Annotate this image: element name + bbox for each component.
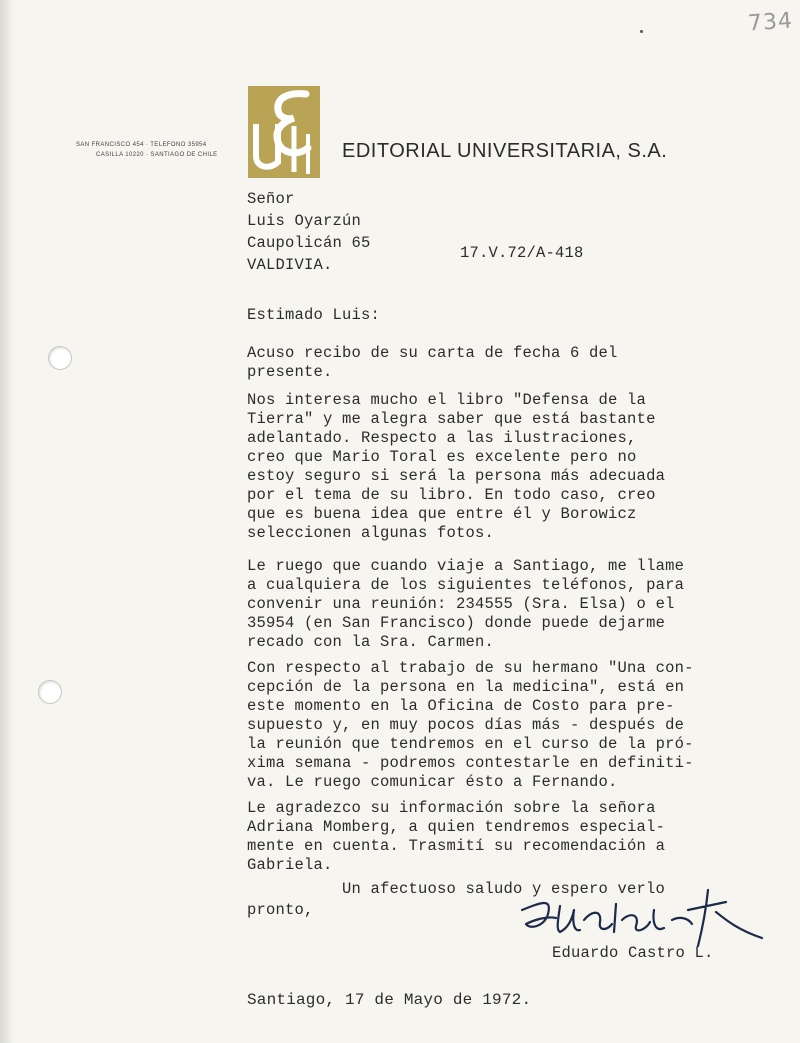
reference-number: 17.V.72/A-418: [460, 244, 584, 262]
closing-line-1: Un afectuoso saludo y espero verlo: [342, 880, 666, 898]
recipient-block: [247, 188, 371, 276]
page-edge-shadow: [0, 0, 14, 1043]
publisher-logo: [248, 86, 320, 178]
address-line-2: CASILLA 10220 · SANTIAGO DE CHILE: [96, 152, 218, 158]
punch-hole-top: [48, 346, 72, 370]
archive-number: 734: [747, 8, 794, 37]
place-and-date: Santiago, 17 de Mayo de 1972.: [247, 991, 532, 1009]
paragraph-5: Le agradezco su información sobre la señora Adriana Momberg, a quien tendremos especial- mente en cuenta. Trasmití su recomendación a Gabriela.: [247, 799, 666, 874]
punch-hole-bottom: [38, 680, 62, 704]
paragraph-4: Con respecto al trabajo de su hermano "Una con- cepción de la persona en la medicina", está en este momento en la Oficina de Costo para pre- supuesto y, en muy pocos días más - después de la reunión que tendremos en el curso de la pró- xima semana - podremos contestarle en definiti- va. Le ruego comunicar ésto a Fernando.: [247, 659, 694, 791]
signer-name: Eduardo Castro L.: [552, 944, 714, 962]
salutation: Estimado Luis:: [247, 306, 381, 324]
handwritten-signature: [512, 880, 772, 950]
paragraph-3: Le ruego que cuando viaje a Santiago, me llame a cualquiera de los siguientes teléfonos, para convenir una reunión: 234555 (Sra. Elsa) o el 35954 (en San Francisco) donde puede dejarme recado con la Sra. Carmen.: [247, 557, 685, 651]
closing-line-2: pronto,: [247, 901, 314, 919]
publisher-logo-mark: [248, 86, 320, 178]
ink-dot: [640, 30, 643, 33]
address-line-1: SAN FRANCISCO 454 · TELEFONO 35954: [76, 142, 207, 148]
recipient-title: Señor: [247, 190, 295, 208]
paragraph-1: Acuso recibo de su carta de fecha 6 del presente.: [247, 344, 618, 381]
letterhead-address: [76, 140, 218, 160]
paragraph-2: Nos interesa mucho el libro "Defensa de la Tierra" y me alegra saber que está bastante adelantado. Respecto a las ilustraciones, creo que Mario Toral es excelente pero no estoy seguro si será la persona más adecuada por el tema de su libro. En todo caso, creo que es buena idea que entre él y Borowicz seleccionen algunas fotos.: [247, 391, 666, 542]
company-name: EDITORIAL UNIVERSITARIA, S.A.: [342, 140, 668, 162]
recipient-name: Luis Oyarzún: [247, 212, 362, 230]
recipient-city: VALDIVIA.: [247, 256, 333, 274]
recipient-street: Caupolicán 65: [247, 234, 371, 252]
